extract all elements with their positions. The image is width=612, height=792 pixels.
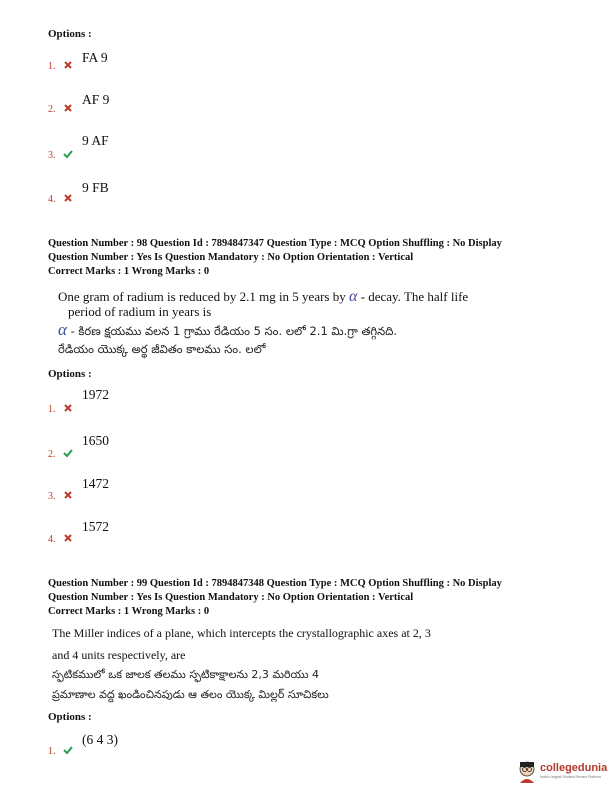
cross-icon <box>63 193 73 203</box>
option-value: 1572 <box>82 519 109 534</box>
option-number: 3. <box>48 491 56 502</box>
option-value: FA 9 <box>82 50 108 65</box>
cross-icon <box>63 533 73 543</box>
option-number: 1. <box>48 746 56 757</box>
option-number: 3. <box>48 150 56 161</box>
option-number: 1. <box>48 61 56 72</box>
question-text-telugu <box>58 320 397 341</box>
question-meta: Question Number : 98 Question Id : 7894847347 Question Type : MCQ Option Shuffling : No Display <box>48 238 502 249</box>
option-value: 9 AF <box>82 133 109 148</box>
question-text: period of radium in years is <box>68 304 212 319</box>
option-item <box>48 145 73 163</box>
cross-icon <box>63 60 73 70</box>
option-value: 1472 <box>82 476 109 491</box>
option-number: 4. <box>48 194 56 205</box>
option-item <box>48 189 73 207</box>
option-number: 2. <box>48 104 56 115</box>
alpha-symbol: α <box>348 288 358 305</box>
option-item <box>48 486 73 504</box>
question-text-part: - decay. The half life <box>360 289 469 304</box>
question-text-telugu: ప్రమాణాల వద్ద ఖండించినపుడు ఆ తలం యొక్క మిల్లర్ సూచికలు <box>52 688 329 701</box>
question-meta: Question Number : 99 Question Id : 7894847348 Question Type : MCQ Option Shuffling : No Display <box>48 578 502 589</box>
option-item <box>48 741 73 759</box>
cross-icon <box>63 490 73 500</box>
logo-text: collegedunia <box>540 762 608 774</box>
option-item <box>48 444 73 462</box>
option-item <box>48 56 73 74</box>
option-value: AF 9 <box>82 92 110 107</box>
option-number: 4. <box>48 534 56 545</box>
question-text: and 4 units respectively, are <box>52 648 186 662</box>
option-value: 9 FB <box>82 180 109 195</box>
cross-icon <box>63 403 73 413</box>
option-item <box>48 529 73 547</box>
mascot-icon <box>516 760 538 784</box>
question-text-part: One gram of radium is reduced by 2.1 mg in 5 years by <box>58 289 346 304</box>
question-marks: Correct Marks : 1 Wrong Marks : 0 <box>48 606 210 617</box>
option-item <box>48 399 73 417</box>
logo-tagline: India's largest Student Review Platform <box>540 775 601 779</box>
options-label: Options : <box>48 368 92 380</box>
question-marks: Correct Marks : 1 Wrong Marks : 0 <box>48 266 210 277</box>
options-label: Options : <box>48 28 92 40</box>
option-item <box>48 99 73 117</box>
check-icon <box>63 448 73 458</box>
question-text-telugu: రేడియం యొక్క అర్థ జీవితం కాలము సం. లలో <box>58 342 266 356</box>
question-meta: Question Number : Yes Is Question Mandatory : No Option Orientation : Vertical <box>48 592 414 603</box>
collegedunia-logo <box>516 758 608 786</box>
option-value: 1972 <box>82 387 109 402</box>
question-meta: Question Number : Yes Is Question Mandatory : No Option Orientation : Vertical <box>48 252 414 263</box>
check-icon <box>63 149 73 159</box>
option-value: 1650 <box>82 433 109 448</box>
question-text-part: - కిరణ క్షయము వలన 1 గ్రాము రేడియం 5 సం. లలో 2.1 మి.గ్రా తగ్గినది. <box>70 324 397 338</box>
option-number: 2. <box>48 449 56 460</box>
check-icon <box>63 745 73 755</box>
option-number: 1. <box>48 404 56 415</box>
options-label: Options : <box>48 711 92 723</box>
question-text-telugu: స్ఫటికములో ఒక జాలక తలము స్ఫటికాక్షాలను 2,3 మరియు 4 <box>52 668 320 681</box>
alpha-symbol: α <box>58 320 67 339</box>
cross-icon <box>63 103 73 113</box>
question-text: The Miller indices of a plane, which intercepts the crystallographic axes at 2, 3 <box>52 626 431 640</box>
option-value: (6 4 3) <box>82 732 118 747</box>
